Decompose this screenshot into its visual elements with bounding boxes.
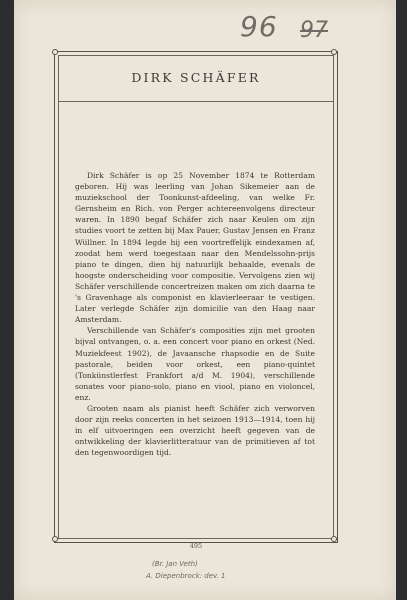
corner-ornament <box>52 49 58 55</box>
page-number: 495 <box>189 542 203 550</box>
handwritten-note: A. Diepenbrock: dev. 1 <box>146 572 226 580</box>
paragraph: Verschillende van Schäfer's composities zijn met grooten bijval ontvangen, o. a. een concert voor piano en orkest (Ned. Muziekfeest 1902), de Javaansche rhapsodie en de Suite pastorale, beiden voor orkest, een piano-quintet (Tonkünstlerfest Frankfort a/d M. 1904), verschillende sonates voor piano-solo, piano en viool, piano en violoncel, enz. <box>75 326 315 402</box>
handwritten-note: (Br. Jan Veth) <box>152 560 198 568</box>
corner-ornament <box>331 49 337 55</box>
biography-text <box>75 170 315 458</box>
paragraph: Dirk Schäfer is op 25 November 1874 te Rotterdam geboren. Hij was leerling van Johan Sikemeier aan de muziekschool der Toonkunst-afdeeling, van welke Fr. Gernsheim en Rich. von Perger achtereenvolgens directeur waren. In 1890 begaf Schäfer zich naar Keulen om zijn studies voort te zetten bij Max Pauer, Gustav Jensen en Franz Wüllner. In 1894 legde hij een voortreffelijk eindexamen af, zoodat hem werd toegestaan naar den Mendelssohn-prijs piano te dingen, dien hij natuurlijk behaalde, evenals de hoogste onderscheiding voor compositie. Vervolgens zien wij Schäfer verschillende concertreizen maken om zich daarna te 's Gravenhage als componist en klavierleeraar te vestigen. Later verlegde Schäfer zijn domicilie van den Haag naar Amsterdam. <box>75 171 315 325</box>
paragraph: Grooten naam als pianist heeft Schäfer zich verworven door zijn reeks concerten in het seizoen 1913—1914, toen hij in elf uitvoeringen een overzicht heeft gegeven van de ontwikkeling der klavierlitteratuur van de primitieven af tot den tegenwoordigen tijd. <box>75 403 315 458</box>
page-title: DIRK SCHÄFER <box>131 70 261 85</box>
title-divider <box>58 101 334 102</box>
pencil-struck-number: 97 <box>300 18 328 43</box>
pencil-page-number: 96 <box>240 10 278 43</box>
